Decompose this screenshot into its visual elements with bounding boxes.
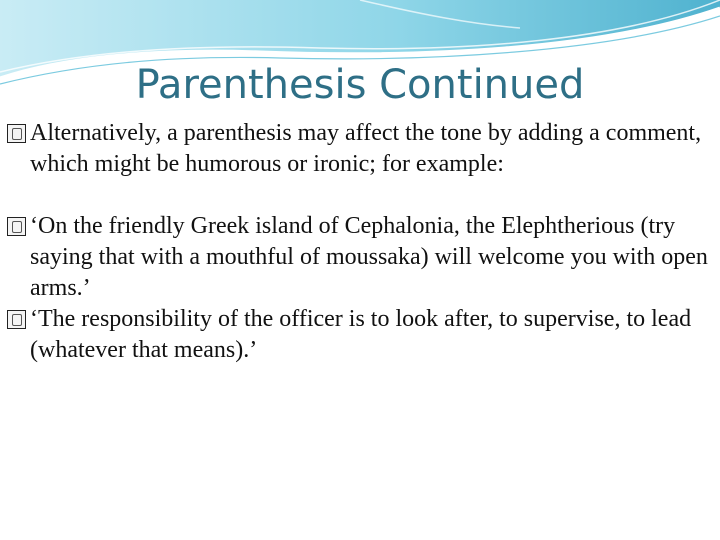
bullet-text: ‘The responsibility of the officer is to look after, to supervise, to lead (whatever that means).’ [30, 306, 692, 363]
missing-glyph-icon [7, 217, 26, 236]
bullet-item [6, 304, 716, 366]
bullet-item [6, 118, 716, 180]
missing-glyph-icon [7, 310, 26, 329]
bullet-text: ‘On the friendly Greek island of Cephalonia, the Elephtherious (try saying that with a mouthful of moussaka) will welcome you with open arms.’ [30, 213, 708, 301]
bullet-item [6, 211, 716, 304]
slide-body [6, 118, 716, 366]
bullet-text: Alternatively, a parenthesis may affect the tone by adding a comment, which might be humorous or ironic; for example: [30, 120, 702, 177]
missing-glyph-icon [7, 124, 26, 143]
slide-title: Parenthesis Continued [135, 62, 585, 108]
